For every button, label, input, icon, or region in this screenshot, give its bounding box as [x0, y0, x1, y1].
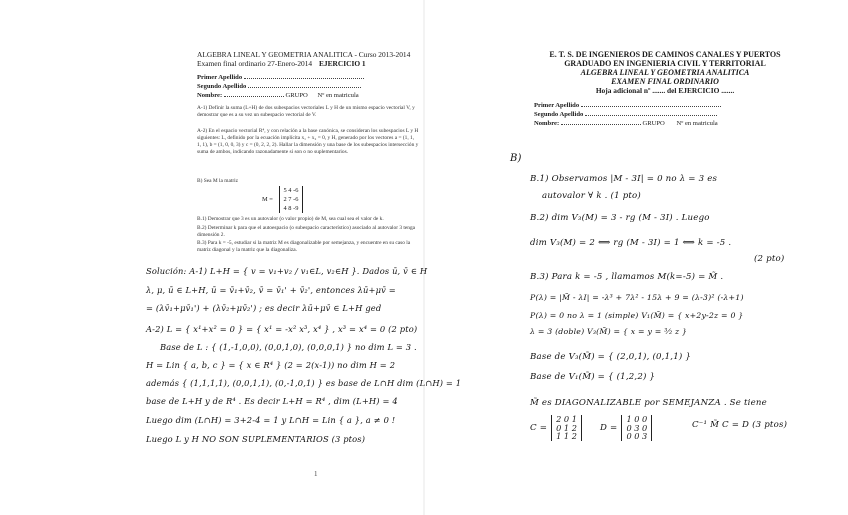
matrix-m-body: [279, 186, 304, 213]
handwritten-line: autovalor ∀ k . (1 pto): [542, 191, 641, 201]
matrix-c-row: 2 0 1: [556, 414, 577, 424]
header-school: E. T. S. DE INGENIEROS DE CAMINOS CANALES Y PUERTOS: [549, 50, 781, 59]
handwritten-line: λ, μ, ū ∈ L+H, ū = v̄₁+v̄₂, v̄ = v̄₁' + v̄₂', entonces λū+μv̄ =: [146, 285, 396, 295]
handwritten-line: Luego L y H NO SON SUPLEMENTARIOS (3 ptos): [146, 434, 366, 444]
handwritten-line: base de L+H y de R⁴ . Es decir L+H = R⁴ , dim (L+H) = 4: [146, 396, 398, 406]
handwritten-line: P(λ) = |M̃ - λI| = -λ³ + 7λ² - 15λ + 9 = (λ-3)² (-λ+1): [530, 293, 744, 302]
first-surname-blank: [581, 100, 721, 107]
handwritten-line: B.1) Observamos |M - 3I| = 0 no λ = 3 es: [530, 174, 718, 184]
matrix-d-body: [621, 415, 652, 441]
second-surname-blank: [585, 109, 717, 116]
handwritten-line: Luego dim (L∩H) = 3+2-4 = 1 y L∩H = Lin { a }, a ≠ 0 !: [146, 415, 396, 425]
group-label: GRUPO: [642, 120, 665, 127]
matrix-d-row: 0 0 3: [626, 431, 648, 441]
first-surname-blank: [244, 72, 364, 79]
header-exam: EXAMEN FINAL ORDINARIO: [611, 77, 719, 86]
header-sheet: Hoja adicional nº ....... del EJERCICIO .......: [595, 86, 735, 95]
group-label: GRUPO: [285, 92, 308, 99]
problem-b3: B.3) Para k = -5, estudiar si la matriz M es diagonalizable por semejanza, y encuentre en su caso la matriz diagonal y la matriz que la diagonaliza.: [197, 240, 411, 253]
problem-a2: A-2) En el espacio vectorial R⁴, y con relación a la base canónica, se consideran los subespacios L y H siguientes: L, definido por la ecuación implícita x₁ + x₂ = 0, y H, generado por los vectores a = (1, 1, 1, 1), b = (1, 0, 0, 3) y c = (0, 2, 2, 2). Hallar la dimensión y una base de los subespacios intersección y suma de ambos, indicando razonadamente si son o no suplementarios.: [197, 128, 419, 155]
matrix-m-row: 5 4 -6: [283, 187, 299, 194]
header-degree: GRADUADO EN INGENIERIA CIVIL Y TERRITORIAL: [564, 59, 766, 68]
matrix-d-label: D =: [600, 422, 618, 433]
matrix-m-row: 4 8 -9: [283, 205, 299, 212]
handwritten-line: = (λv̄₁+μv̄₁') + (λv̄₂+μv̄₂') ; es decir λū+μv̄ ∈ L+H ged: [146, 303, 382, 313]
name-label: Nombre:: [197, 92, 223, 99]
matrix-d: [600, 415, 652, 441]
name-blank: [224, 90, 284, 97]
handwritten-line: Base de V₃(M̃) = { (2,0,1), (0,1,1) }: [530, 352, 692, 362]
second-surname-blank: [248, 81, 361, 88]
problem-b2: B.2) Determinar k para que el autoespacio (o subespacio característico) asociado al autovalor 3 tenga dimensión 2.: [197, 225, 416, 238]
matrix-c-row: 1 1 2: [556, 431, 577, 441]
handwritten-line: Base de L : { (1,-1,0,0), (0,0,1,0), (0,0,0,1) } no dim L = 3 .: [160, 342, 417, 352]
header-exercise: EJERCICIO 1: [319, 59, 366, 68]
handwritten-line: (2 pto): [754, 254, 785, 264]
name-field: [534, 118, 718, 127]
handwritten-line: B.3) Para k = -5 , llamamos M(k=-5) = M̃ .: [530, 272, 724, 282]
name-field: [197, 90, 359, 99]
problem-b1: B.1) Demostrar que 3 es un autovalor (o valor propio) de M, sea cual sea el valor de k.: [197, 216, 384, 222]
exam-page-right: [424, 0, 848, 515]
handwritten-line: Solución: A-1) L+H = { v = v₁+v₂ / v₁∈L, v₂∈H }. Dados ū, v̄ ∈ H: [146, 266, 428, 276]
first-surname-label: Primer Apellido: [197, 74, 243, 81]
page-mark: 1: [314, 470, 318, 478]
first-surname-field: [197, 72, 364, 81]
handwritten-line: B): [510, 153, 522, 164]
second-surname-field: [197, 81, 361, 90]
handwritten-line: C⁻¹ M̃ C = D (3 ptos): [692, 420, 788, 430]
problem-a1: A-1) Definir la suma (L+H) de dos subespacios vectoriales L y H de un mismo espacio vectorial V, y demostrar que es a su vez un subespacio vectorial de V.: [197, 105, 415, 118]
handwritten-line: H = Lin { a, b, c } = { x ∈ R⁴ } (2 = 2(x-1)) no dim H = 2: [146, 360, 396, 370]
header-subject: ALGEBRA LINEAL Y GEOMETRIA ANALITICA: [580, 68, 750, 77]
matrix-c-label: C =: [530, 422, 548, 433]
header-exam-date: Examen final ordinario 27-Enero-2014: [197, 59, 313, 68]
handwritten-line: λ = 3 (doble) V₃(M̃) = { x = y = ³⁄₂ z }: [530, 327, 688, 336]
matrix-d-row: 0 3 0: [626, 422, 648, 433]
second-surname-field: [534, 109, 717, 118]
header-title: ALGEBRA LINEAL Y GEOMETRIA ANALITICA - Curso 2013-2014: [197, 50, 411, 59]
handwritten-line: dim V₃(M) = 2 ⟺ rg (M - 3I) = 1 ⟺ k = -5 .: [530, 238, 732, 248]
first-surname-field: [534, 100, 721, 109]
matrix-c: [530, 415, 582, 441]
matrix-c-row: 0 1 2: [556, 422, 577, 433]
first-surname-label: Primer Apellido: [534, 102, 580, 109]
handwritten-line: además { (1,1,1,1), (0,0,1,1), (0,-1,0,1) } es base de L∩H dim (L∩H) = 1: [146, 378, 462, 388]
handwritten-line: A-2) L = { x¹+x² = 0 } = { x¹ = -x² x³, x⁴ } , x³ = x⁴ = 0 (2 pto): [146, 324, 418, 334]
handwritten-line: P(λ) = 0 no λ = 1 (simple) V₁(M̃) = { x+2y-2z = 0 }: [530, 311, 744, 320]
list-number-label: Nº en matricula: [317, 92, 359, 99]
second-surname-label: Segundo Apellido: [197, 83, 247, 90]
name-label: Nombre:: [534, 120, 560, 127]
matrix-m-row: 2 7 -6: [283, 196, 299, 203]
matrix-m-label: M =: [262, 196, 273, 203]
matrix-c-body: [551, 415, 582, 441]
list-number-label: Nº en matricula: [676, 120, 718, 127]
name-blank: [561, 118, 641, 125]
second-surname-label: Segundo Apellido: [534, 111, 584, 118]
matrix-m: [262, 186, 303, 213]
handwritten-line: Base de V₁(M̃) = { (1,2,2) }: [530, 372, 656, 382]
handwritten-line: B.2) dim V₃(M) = 3 - rg (M - 3I) . Luego: [530, 213, 710, 223]
matrix-d-row: 1 0 0: [626, 414, 648, 424]
handwritten-line: M̃ es DIAGONALIZABLE por SEMEJANZA . Se tiene: [530, 398, 767, 408]
problem-b: B) Sea M la matriz: [197, 178, 239, 184]
